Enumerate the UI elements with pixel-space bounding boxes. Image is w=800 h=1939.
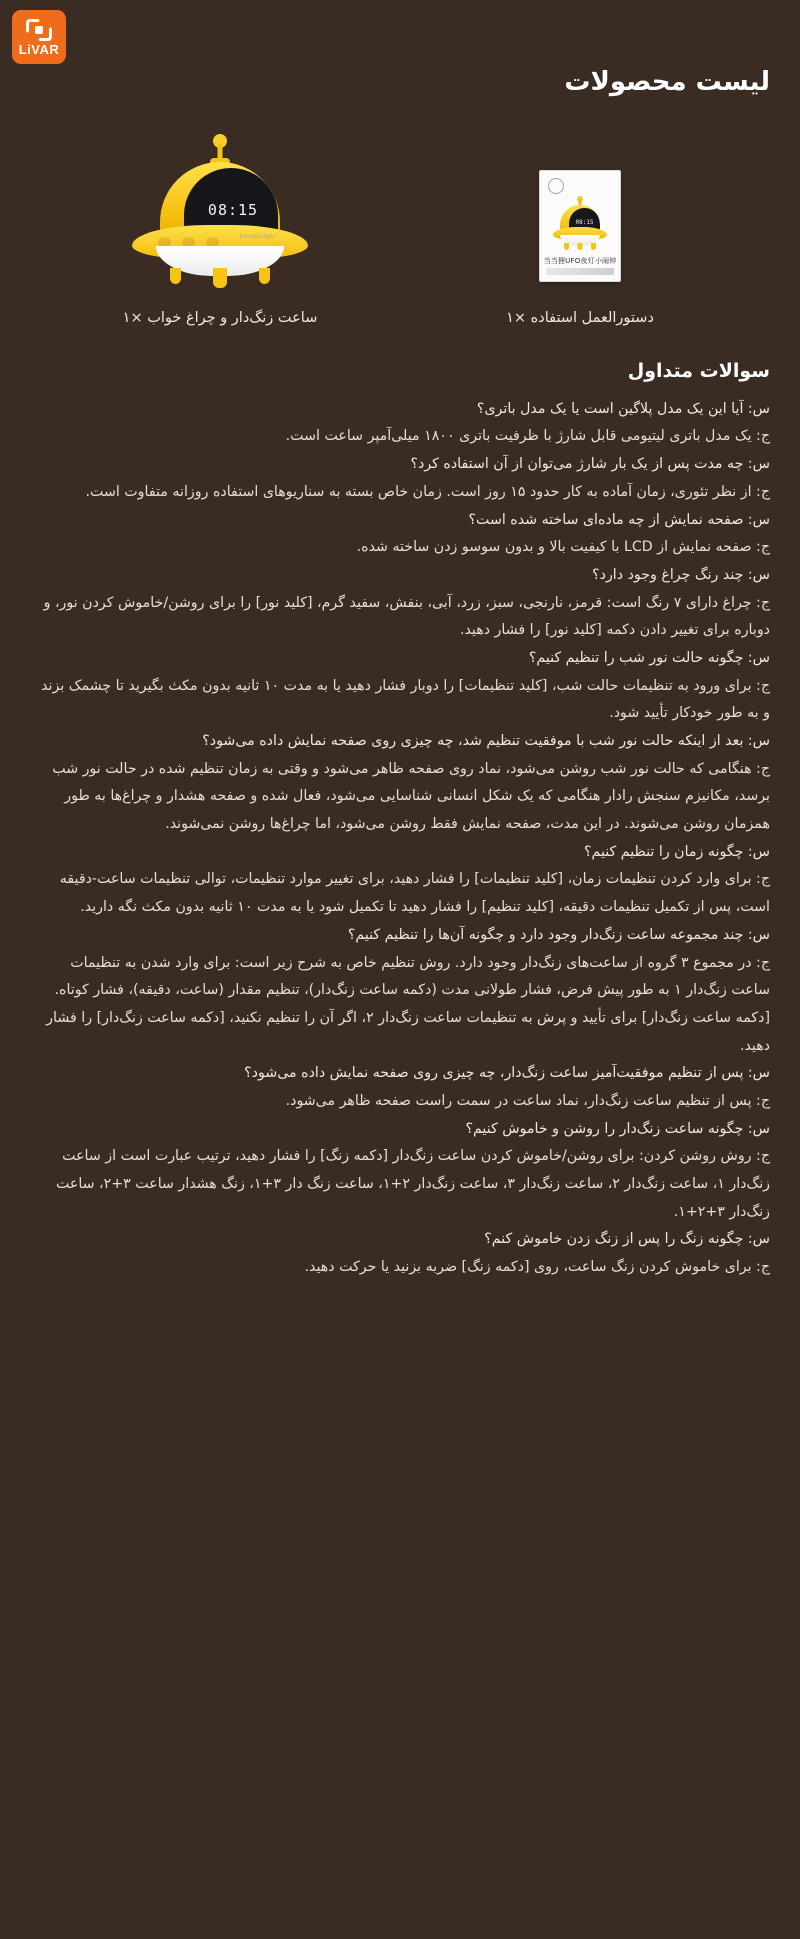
faq-question: س: چه مدت پس از یک بار شارژ می‌توان از آن استفاده کرد؟ [410,456,770,473]
instruction-manual-image [539,170,621,282]
faq-question: س: آیا این یک مدل پلاگین است یا یک مدل باتری؟ [476,400,770,417]
clock-leg [170,268,181,284]
faq-question: س: چند مجموعه ساعت زنگ‌دار وجود دارد و چگونه آن‌ها را تنظیم کنیم؟ [347,926,770,943]
faq-answer: ج: برای ورود به تنظیمات حالت شب، [کلید تنظیمات] را دوبار فشار دهید یا به مدت ۱۰ ثانیه بدون مکث بگیرید تا چشمک بزند و به طور خودکار تأیید شود. [41,677,770,722]
seal-icon [548,178,564,194]
faq-answer: ج: برای خاموش کردن زنگ ساعت، روی [دکمه زنگ] ضربه بزنید یا حرکت دهید. [304,1259,770,1276]
faq-question: س: چگونه ساعت زنگ‌دار را روشن و خاموش کنیم؟ [465,1120,770,1137]
brand-name: LiVAR [18,41,60,57]
faq-question: س: چگونه زنگ را پس از زنگ زدن خاموش کنم؟ [484,1231,770,1248]
faq-question: س: بعد از اینکه حالت نور شب با موفقیت تنظیم شد، چه چیزی روی صفحه نمایش داده می‌شود؟ [202,733,770,750]
faq-answer: ج: از نظر تئوری، زمان آماده به کار حدود ۱۵ روز است. زمان خاص بسته به سناریوهای استفاده روزانه متفاوت است. [85,483,770,500]
faq-answer: ج: در مجموع ۳ گروه از ساعت‌های زنگ‌دار وجود دارد. روش تنظیم خاص به شرح زیر است: برای وارد شدن به تنظیمات ساعت زنگ‌دار ۱ به طور پیش فرض، فشار طولانی مدت (دکمه ساعت زنگ‌دار)، تنظیم مقدار (ساعت، دقیقه)، فشار کوتاه. [دکمه ساعت زنگ‌دار] برای تأیید و پرش به تنظیمات ساعت زنگ‌دار ۲، اگر آن را تنظیم نکنید، [دکمه ساعت زنگ‌دار] را فشار دهید. [46,954,770,1054]
device-brand-mark: DangDangLi [239,233,276,240]
faq-question: س: چگونه حالت نور شب را تنظیم کنیم؟ [528,649,770,666]
manual-cn-title: 当当狸UFO夜灯小闹钟 [543,256,617,265]
clock-leg [259,268,270,284]
faq-answer: ج: هنگامی که حالت نور شب روشن می‌شود، نماد روی صفحه ظاهر می‌شود و وقتی به زمان تنظیم شده در حالت نور شب برسد، مکانیزم سنجش رادار هنگامی که یک شکل انسانی شناسایی می‌شود، فعال شده و صفحه هشدار و چراغ‌ها به طور همزمان روشن می‌شوند. در این مدت، صفحه نمایش فقط روشن می‌شود، اما چراغ‌ها روشن نمی‌شوند. [52,760,770,833]
clock-display-time: 08:15 [207,200,259,219]
product-caption: ساعت زنگ‌دار و چراغ خواب ×۱ [122,309,318,326]
faq-question: س: چگونه زمان را تنظیم کنیم؟ [583,843,770,860]
faq-section [0,326,800,1322]
faq-answer: ج: پس از تنظیم ساعت زنگ‌دار، نماد ساعت در سمت راست صفحه ظاهر می‌شود. [285,1092,770,1109]
product-figure [130,122,310,282]
product-caption: دستورالعمل استفاده ×۱ [506,309,654,326]
product-item-manual[interactable] [430,122,730,326]
livar-logo-icon [26,19,52,41]
product-list [0,100,800,326]
page-header [0,0,800,100]
faq-answer: ج: چراغ دارای ۷ رنگ است: قرمز، نارنجی، سبز، زرد، آبی، بنفش، سفید گرم، [کلید نور] را برای روشن/خاموش کردن نور، و دوباره برای تغییر دادن دکمه [کلید نور] را فشار دهید. [43,594,770,639]
faq-answer: ج: روش روشن کردن: برای روشن/خاموش کردن ساعت زنگ‌دار [دکمه زنگ] را فشار دهید، ترتیب عبارت است از ساعت زنگ‌دار ۱، ساعت زنگ‌دار ۲، ساعت زنگ‌دار ۳، ساعت زنگ‌دار ۲+۱، ساعت زنگ دار ۳+۱، زنگ هشدار ساعت ۳+۲، ساعت زنگ‌دار ۳+۲+۱. [55,1148,770,1220]
brand-logo[interactable] [12,10,66,64]
product-figure [539,122,621,282]
product-item-clock[interactable] [70,122,370,326]
ufo-alarm-clock-image [130,122,310,282]
manual-thumbnail [553,197,607,249]
faq-question: س: چند رنگ چراغ وجود دارد؟ [592,566,770,583]
clock-leg [213,268,227,288]
page-title: لیست محصولات [564,67,770,97]
faq-title: سوالات متداول [627,359,770,382]
faq-list [30,396,770,1282]
manual-footer-bar [546,268,614,275]
mini-display-time: 08:15 [575,219,594,227]
faq-answer: ج: یک مدل باتری لیتیومی قابل شارژ با ظرفیت باتری ۱۸۰۰ میلی‌آمپر ساعت است. [285,428,770,445]
faq-answer: ج: برای وارد کردن تنظیمات زمان، [کلید تنظیمات] را فشار دهید، برای تغییر موارد تنظیمات، توالی تنظیمات ساعت-دقیقه است، پس از تکمیل تنظیمات دقیقه، [کلید تنظیم] را فشار دهید تا تکمیل شود یا به مدت ۱۰ ثانیه بدون مکث نگه دارید. [59,871,770,916]
faq-answer: ج: صفحه نمایش از LCD با کیفیت بالا و بدون سوسو زدن ساخته شده. [356,539,770,556]
faq-question: س: صفحه نمایش از چه ماده‌ای ساخته شده است؟ [468,511,770,528]
faq-question: س: پس از تنظیم موفقیت‌آمیز ساعت زنگ‌دار، چه چیزی روی صفحه نمایش داده می‌شود؟ [244,1065,770,1082]
